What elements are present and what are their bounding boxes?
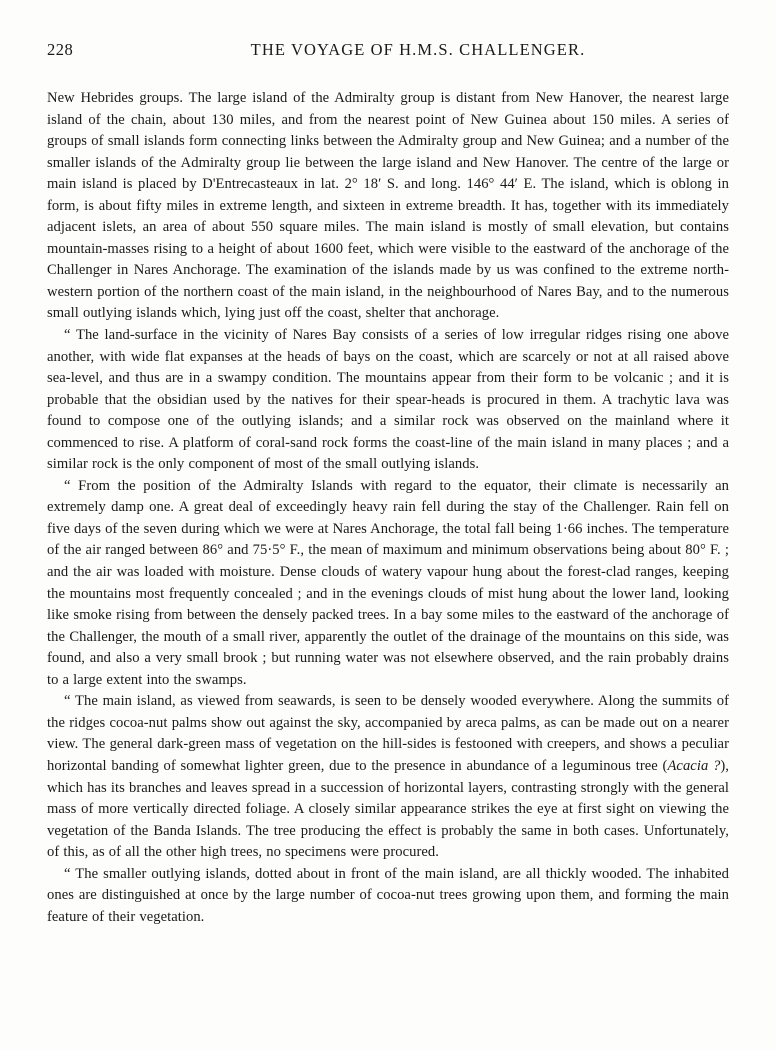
paragraph-4-part-1: “ The main island, as viewed from seawards, is seen to be densely wooded everywhere. Along the summits of the ridges cocoa-nut palms show out against the sky, accompanied by areca palms, as can be made out on a nearer view. The general dark-green mass of vegetation on the hill-sides is festooned with creepers, and shows a peculiar horizontal banding of somewhat lighter green, due to the presence in abundance of a leguminous tree ( [47,693,729,774]
paragraph-2: “ The land-surface in the vicinity of Nares Bay consists of a series of low irregular ridges rising one above another, with wide flat expanses at the heads of bays on the coast, which are scarcely or not at all raised above sea-level, and thus are in a swampy condition. The mountains appear from their form to be volcanic ; and it is probable that the obsidian used by the natives for their spear-heads is procured in them. A trachytic lava was found to compose one of the outlying islands; and a similar rock was observed on the mainland where it commenced to rise. A platform of coral-sand rock forms the coast-line of the main island in many places ; and a similar rock is the only component of most of the small outlying islands. [47,327,729,473]
page-number: 228 [47,40,74,59]
paragraph-4 [47,691,729,863]
running-head: THE VOYAGE OF H.M.S. CHALLENGER. [250,40,586,59]
paragraph-4-part-2: ), which has its branches and leaves spread in a succession of horizontal layers, contrasting strongly with the general mass of more vertically directed foliage. A closely similar appearance strikes the eye at first sight on viewing the vegetation of the Banda Islands. The tree producing the effect is probably the same in both cases. Unfortunately, of this, as of all the other high trees, no specimens were procured. [47,757,729,861]
paragraph-3: “ From the position of the Admiralty Islands with regard to the equator, their climate is necessarily an extremely damp one. A great deal of exceedingly heavy rain fell during the stay of the Challenger. Rain fell on five days of the seven during which we were at Nares Anchorage, the total fall being 1·66 inches. The temperature of the air ranged between 86° and 75·5° F., the mean of maximum and minimum observations being about 80° F. ; and the air was loaded with moisture. Dense clouds of watery vapour hung about the forest-clad ranges, keeping the mountains most frequently concealed ; and in the evenings clouds of mist hung about the lower land, looking like smoke rising from between the densely packed trees. In a bay some miles to the eastward of the anchorage of the Challenger, the mouth of a small river, apparently the outlet of the drainage of the mountains on this side, was found, and also a very small brook ; but running water was not elsewhere observed, and the rain probably drains to a large extent into the swamps. [47,477,729,688]
paragraph-5: “ The smaller outlying islands, dotted about in front of the main island, are all thickly wooded. The inhabited ones are distinguished at once by the large number of cocoa-nut trees growing upon them, and forming the main feature of their vegetation. [47,865,729,925]
page-header [47,40,729,64]
species-name: Acacia ? [667,757,721,774]
paragraph-1: New Hebrides groups. The large island of the Admiralty group is distant from New Hanover, the nearest large island of the chain, about 130 miles, and from the nearest point of New Guinea about 150 miles. A series of groups of small islands form connecting links between the Admiralty group and New Guinea; and a number of the smaller islands of the Admiralty group lie between the large island and New Hanover. The centre of the large or main island is placed by D'Entrecasteaux in lat. 2° 18′ S. and long. 146° 44′ E. The island, which is oblong in form, is about fifty miles in extreme length, and sixteen in extreme breadth. It has, together with its immediately adjacent islets, an area of about 550 square miles. The main island is mostly of small elevation, but contains mountain-masses rising to a height of about 1600 feet, which were visible to the eastward of the anchorage of the Challenger in Nares Anchorage. The examination of the islands made by us was confined to the extreme north-western portion of the northern coast of the main island, in the neighbourhood of Nares Bay, and to the numerous small outlying islands which, lying just off the coast, shelter that anchorage. [47,90,729,322]
body-text [47,88,729,928]
